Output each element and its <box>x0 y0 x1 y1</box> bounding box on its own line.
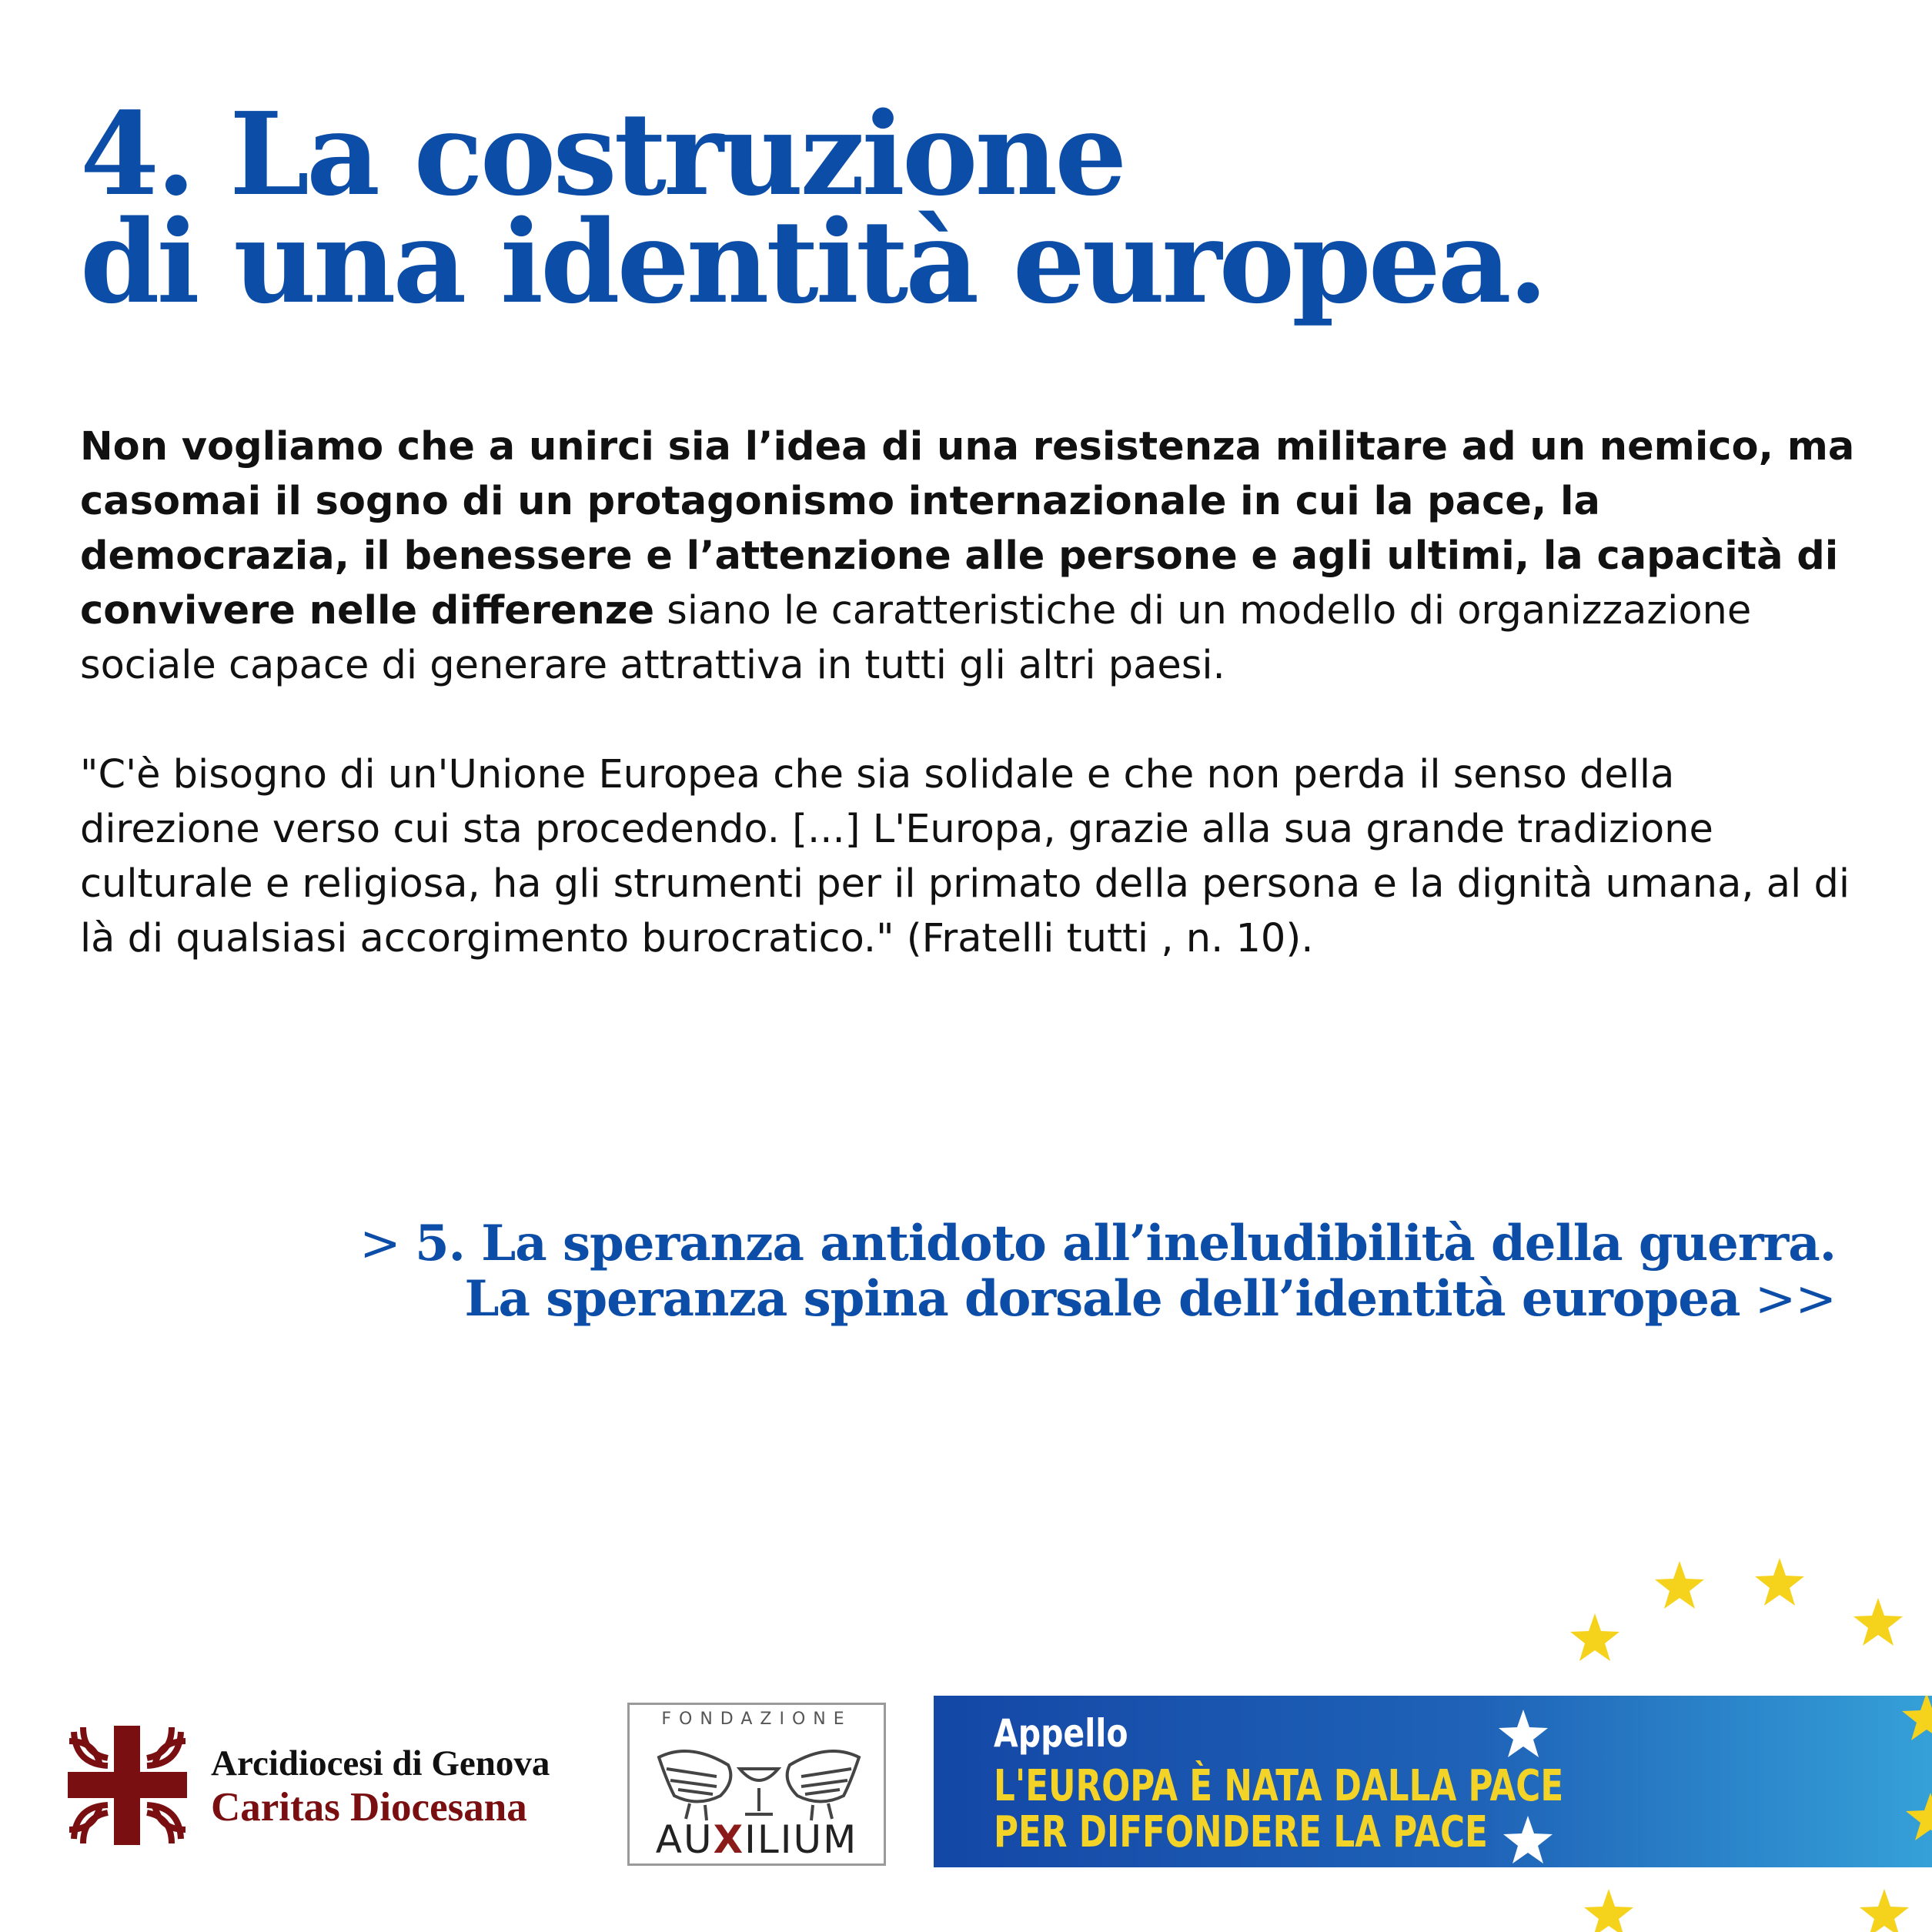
star-icon <box>1503 1816 1553 1863</box>
star-icon <box>1906 1793 1932 1840</box>
next-link-line-1 <box>359 1216 1836 1272</box>
auxilium-part-x: X <box>713 1817 745 1862</box>
auxilium-top-text: FONDAZIONE <box>661 1710 852 1729</box>
next-link-line-2 <box>359 1272 1836 1327</box>
paragraph-1 <box>80 419 1866 693</box>
doves-chalice-icon <box>643 1734 874 1827</box>
caritas-logo <box>60 1718 583 1853</box>
auxilium-wordmark <box>630 1817 884 1862</box>
paragraph-1-bold: Non vogliamo che a unirci sia l’idea di una resistenza militare ad un nemico, ma casomai il sogno di un protagonismo internazionale in cui la pace, la democrazia, il benessere e l’attenzione alle persone e agli ultimi, la capacità di convivere nelle differenze <box>80 424 1855 633</box>
star-icon <box>1655 1561 1704 1609</box>
star-icon <box>1755 1558 1804 1606</box>
title-line-2: di una identità europea. <box>80 195 1546 329</box>
star-icon <box>1499 1710 1548 1757</box>
title-line-1: 4. La costruzione <box>80 87 1125 221</box>
auxilium-part-b: ILIUM <box>744 1817 858 1862</box>
star-icon <box>1570 1613 1619 1661</box>
paragraph-1-regular: siano le caratteristiche di un modello di organizzazione sociale capace di generare attrattiva in tutti gli altri paesi. <box>80 588 1752 688</box>
paragraph-2-quote: "C'è bisogno di un'Unione Europea che sia solidale e che non perda il senso della direzione verso cui sta procedendo. [...] L'Europa, grazie alla sua grande tradizione culturale e religiosa, ha gli strumenti per il primato della persona e la dignità umana, al di là di qualsiasi accorgimento burocratico." (Fratelli tutti , n. 10). <box>80 752 1850 961</box>
arrow-suffix: >> <box>1740 1271 1836 1328</box>
star-icon <box>1853 1598 1903 1646</box>
next-link-text-2: La speranza spina dorsale dell’identità europea <box>464 1270 1740 1328</box>
star-icon <box>1584 1889 1633 1932</box>
arrow-prefix: > <box>359 1215 416 1272</box>
next-link-text-1: 5. La speranza antidoto all’ineludibilità della guerra. <box>415 1215 1836 1272</box>
body-text <box>80 419 1866 966</box>
caritas-line-1: Arcidiocesi di Genova <box>211 1743 550 1783</box>
banner-line-3: PER DIFFONDERE LA PACE <box>994 1807 1488 1857</box>
star-icon <box>1902 1696 1932 1740</box>
banner-line-2: L'EUROPA È NATA DALLA PACE <box>994 1761 1564 1811</box>
caritas-line-2: Caritas Diocesana <box>211 1785 527 1830</box>
banner-title: Appello <box>994 1711 1128 1756</box>
auxilium-part-a: AU <box>655 1817 714 1862</box>
page-title <box>80 87 1696 329</box>
auxilium-logo <box>627 1703 886 1866</box>
star-icon <box>1860 1889 1909 1932</box>
caritas-cross-icon <box>60 1718 195 1853</box>
appello-banner <box>934 1696 1932 1867</box>
next-section-link[interactable] <box>359 1216 1836 1327</box>
